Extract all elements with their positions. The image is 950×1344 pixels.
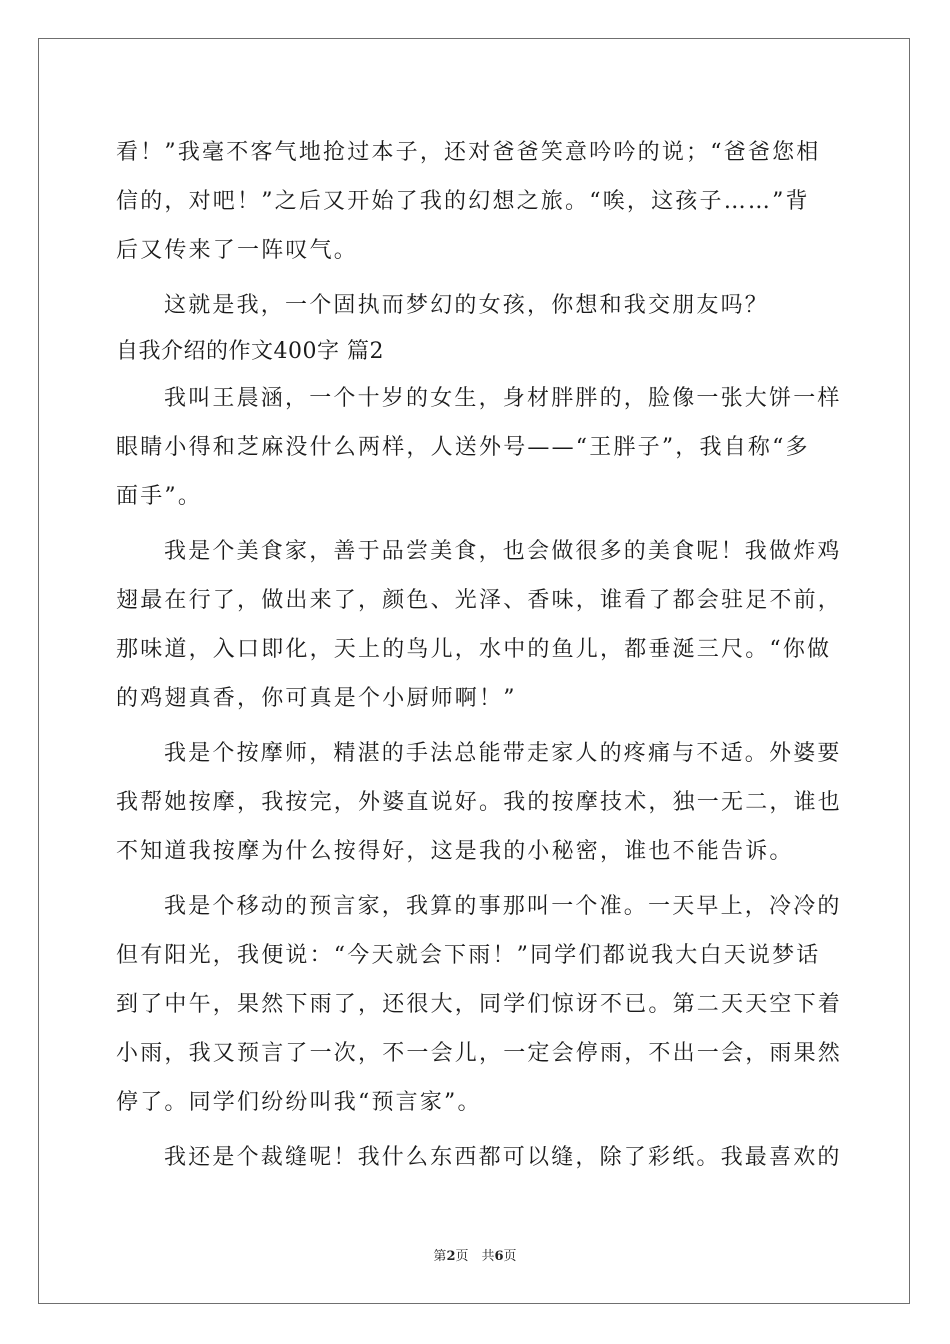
- page-footer: [0, 1245, 950, 1264]
- footer-suffix: 页: [503, 1249, 517, 1264]
- paragraph-food: [116, 527, 843, 723]
- text-line: 面手”。: [116, 484, 203, 509]
- document-body: [116, 128, 843, 1182]
- text-line: 我帮她按摩，我按完，外婆直说好。我的按摩技术，独一无二，谁也: [116, 790, 843, 815]
- current-page-number: 2: [446, 1249, 456, 1264]
- text-line: 到了中午，果然下雨了，还很大，同学们惊讶不已。第二天天空下着: [116, 992, 843, 1017]
- footer-middle: 页 共: [455, 1249, 495, 1264]
- text-line: 小雨，我又预言了一次，不一会儿，一定会停雨，不出一会，雨果然: [116, 1041, 843, 1066]
- text-line: 信的，对吧！”之后又开始了我的幻想之旅。“唉，这孩子……”背: [116, 189, 810, 214]
- text-line: 那味道，入口即化，天上的鸟儿，水中的鱼儿，都垂涎三尺。“你做: [116, 637, 832, 662]
- paragraph-tailor: [116, 1133, 842, 1182]
- text-line: 我叫王晨涵，一个十岁的女生，身材胖胖的，脸像一张大饼一样: [164, 386, 842, 411]
- paragraph-intro: [116, 374, 842, 521]
- text-line: 我是个美食家，善于品尝美食，也会做很多的美食呢！我做炸鸡: [164, 539, 842, 564]
- paragraph-continued: [116, 128, 836, 275]
- text-line: 翅最在行了，做出来了，颜色、光泽、香味，谁看了都会驻足不前，: [116, 588, 843, 613]
- text-line: 眼睛小得和芝麻没什么两样，人送外号——“王胖子”，我自称“多: [116, 435, 810, 460]
- text-line: 后又传来了一阵叹气。: [116, 238, 359, 263]
- footer-prefix: 第: [433, 1249, 447, 1264]
- paragraph-prophet: [116, 882, 843, 1127]
- text-line: 我是个按摩师，精湛的手法总能带走家人的疼痛与不适。外婆要: [164, 741, 842, 766]
- text-line: 这就是我，一个固执而梦幻的女孩，你想和我交朋友吗？: [164, 293, 770, 318]
- section-heading: 自我介绍的作文400字 篇2: [116, 339, 384, 364]
- text-line: 停了。同学们纷纷叫我“预言家”。: [116, 1090, 482, 1115]
- paragraph-massage: [116, 729, 843, 876]
- text-line: 但有阳光，我便说：“今天就会下雨！”同学们都说我大白天说梦话: [116, 943, 821, 968]
- text-line: 我是个移动的预言家，我算的事那叫一个准。一天早上，冷冷的: [164, 894, 842, 919]
- total-page-number: 6: [494, 1249, 504, 1264]
- text-line: 看！”我毫不客气地抢过本子，还对爸爸笑意吟吟的说；“爸爸您相: [116, 140, 821, 165]
- text-line: 的鸡翅真香，你可真是个小厨师啊！”: [116, 686, 517, 711]
- text-line: 我还是个裁缝呢！我什么东西都可以缝，除了彩纸。我最喜欢的: [164, 1145, 842, 1170]
- paragraph-closing: [116, 281, 836, 330]
- text-line: 不知道我按摩为什么按得好，这是我的小秘密，谁也不能告诉。: [116, 839, 794, 864]
